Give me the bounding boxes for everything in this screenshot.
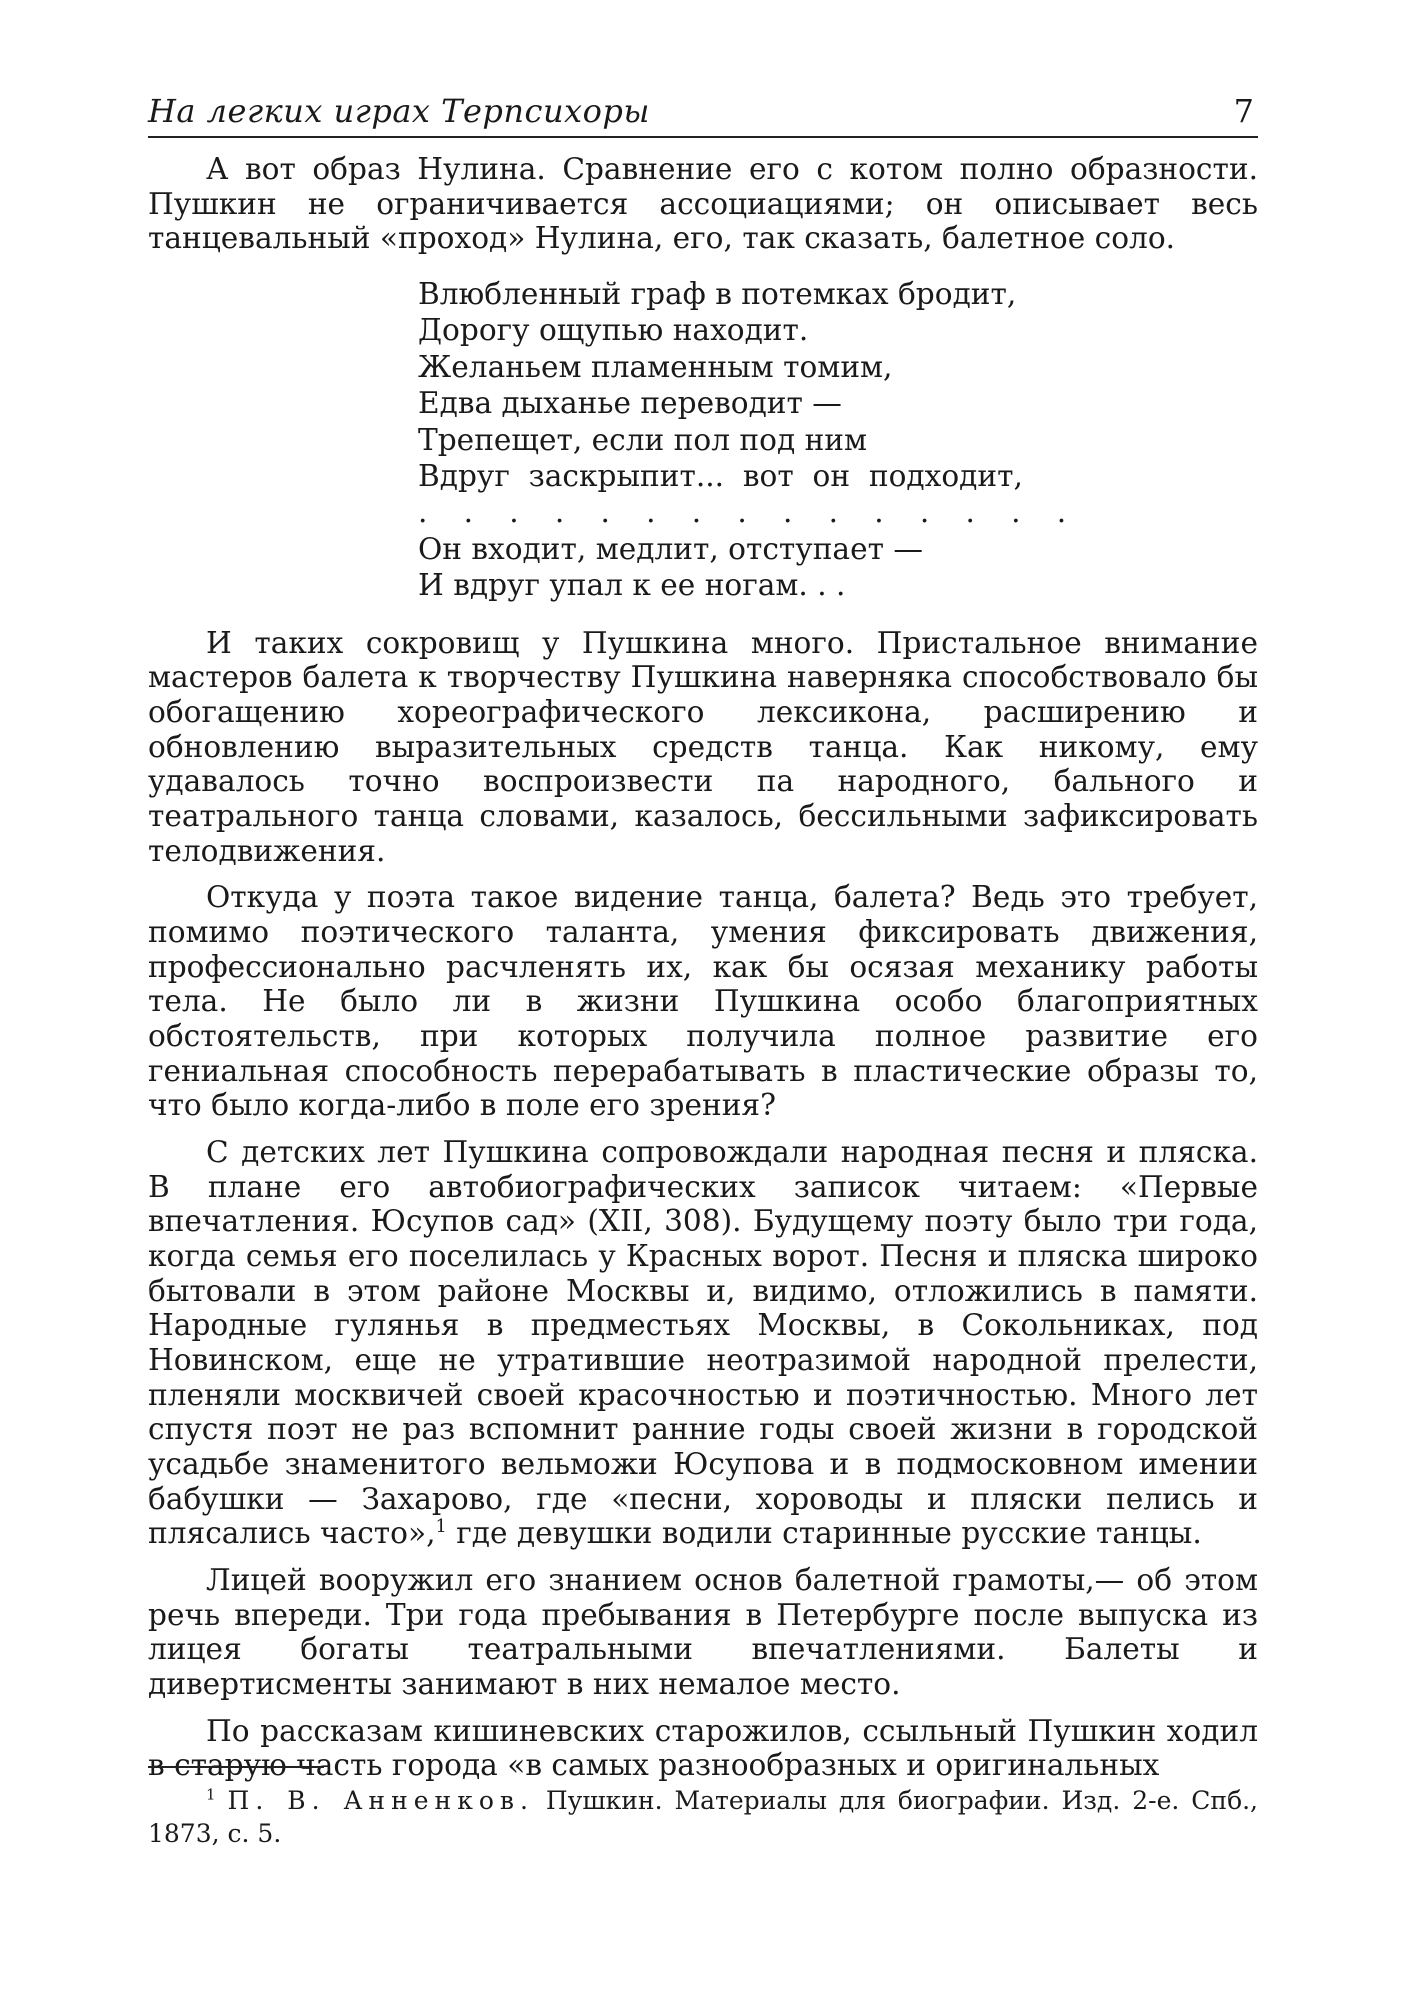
verse-line-6: Вдруг заскрыпит... вот он подходит, xyxy=(418,458,1023,493)
footnote-divider xyxy=(148,1766,324,1768)
footnote-mark: 1 xyxy=(206,1785,216,1804)
footnote-text xyxy=(148,1784,1258,1850)
paragraph-3: Откуда у поэта такое видение танца, балета? Ведь это требует, помимо поэтического таланта, умения фиксировать движения, профессионально расчленять их, как бы осязая механику работы тела. Не было ли в жизни Пушкина особо благоприятных обстоятельств, при которых получила полное развитие его гениальная способность перерабатывать в пластические образы то, что было когда-либо в поле его зрения? xyxy=(148,880,1258,1123)
running-header xyxy=(148,92,1258,138)
paragraph-6: По рассказам кишиневских старожилов, ссыльный Пушкин ходил в старую часть города «в самых разнообразных и оригинальных xyxy=(148,1713,1258,1783)
body-text xyxy=(148,152,1258,1783)
verse-line-1: Влюбленный граф в потемках бродит, xyxy=(418,277,1017,312)
paragraph-5: Лицей вооружил его знанием основ балетной грамоты,— об этом речь впереди. Три года пребывания в Петербурге после выпуска из лицея богаты театральными впечатлениями. Балеты и дивертисменты занимают в них немалое место. xyxy=(148,1563,1258,1702)
verse-line-5: Трепещет, если пол под ним xyxy=(418,422,868,457)
page xyxy=(148,92,1258,1783)
verse-line-2: Дорогу ощупью находит. xyxy=(418,313,809,348)
verse-line-4: Едва дыханье переводит — xyxy=(418,386,842,421)
verse-ellipsis-line: . . . . . . . . . . . . . . . xyxy=(418,495,1069,530)
paragraph-2: И таких сокровищ у Пушкина много. Пристальное внимание мастеров балета к творчеству Пушкина наверняка способствовало бы обогащению хореографического лексикона, расширению и обновлению выразительных средств танца. Как никому, ему удавалось точно воспроизвести па народного, бального и театрального танца словами, казалось, бессильными зафиксировать телодвижения. xyxy=(148,625,1258,868)
footnote-author: П. В. Анненков. xyxy=(227,1786,534,1815)
verse-line-7: Он входит, медлит, отступает — xyxy=(418,531,923,566)
footnote-citation: Пушкин. Материалы для биографии. Изд. 2-е. Спб., 1873, с. 5. xyxy=(148,1786,1259,1848)
paragraph-4 xyxy=(148,1135,1258,1551)
footnote-reference: 1 xyxy=(435,1517,447,1538)
verse-line-8: И вдруг упал к ее ногам. . . xyxy=(418,568,846,603)
paragraph-4-tail: где девушки водили старинные русские танцы. xyxy=(446,1516,1202,1551)
paragraph-1: А вот образ Нулина. Сравнение его с котом полно образности. Пушкин не ограничивается ассоциациями; он описывает весь танцевальный «проход» Нулина, его, так сказать, балетное соло. xyxy=(148,152,1258,256)
verse-line-3: Желаньем пламенным томим, xyxy=(418,349,893,384)
page-number: 7 xyxy=(1233,92,1254,130)
verse-quote xyxy=(418,276,1258,604)
footnote xyxy=(148,1784,1258,1850)
running-title: На легких играх Терпсихоры xyxy=(148,92,650,130)
paragraph-4-main: С детских лет Пушкина сопровождали народная песня и пляска. В плане его автобиографических записок читаем: «Первые впечатления. Юсупов сад» (XII, 308). Будущему поэту было три года, когда семья его поселилась у Красных ворот. Песня и пляска широко бытовали в этом районе Москвы и, видимо, отложились в памяти. Народные гулянья в предместьях Москвы, в Сокольниках, под Новинском, еще не утратившие неотразимой народной прелести, пленяли москвичей своей красочностью и поэтичностью. Много лет спустя поэт не раз вспомнит ранние годы своей жизни в городской усадьбе знаменитого вельможи Юсупова и в подмосковном имении бабушки — Захарово, где «песни, хороводы и пляски пелись и плясались часто», xyxy=(148,1134,1258,1551)
